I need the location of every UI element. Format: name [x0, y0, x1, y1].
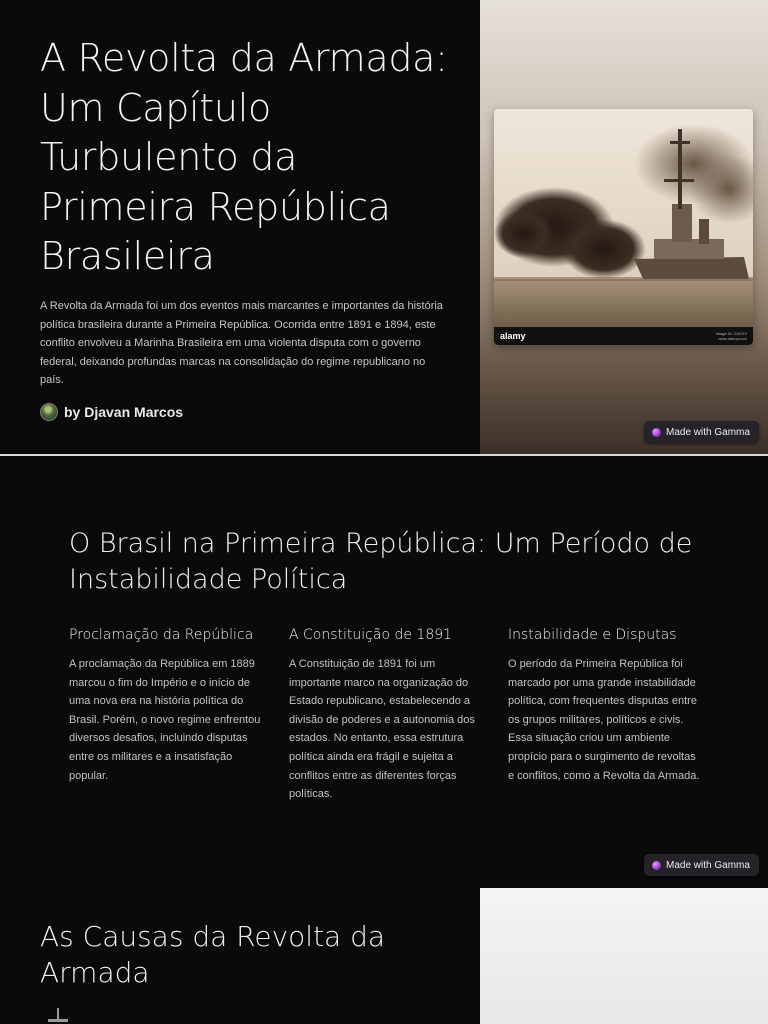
- battleship-illustration: [494, 109, 753, 327]
- column-text: O período da Primeira República foi marcado por uma grande instabilidade política, com frequentes disputas entre os grupos militares, políticos e civis. Essa situação criou um ambiente propício para o surgimento de revoltas e conflitos, como a Revolta da Armada.: [508, 658, 700, 782]
- made-with-gamma-badge[interactable]: [644, 421, 759, 443]
- made-with-gamma-badge[interactable]: [644, 854, 759, 876]
- anchor-icon: [44, 1008, 74, 1024]
- badge-label: Made with Gamma: [666, 426, 750, 438]
- slide-title: [0, 0, 768, 454]
- hero-image-panel: [480, 0, 768, 454]
- column-title: A Constituição de 1891: [289, 627, 453, 643]
- photo-watermark-bar: [494, 327, 753, 345]
- alamy-logo: alamy: [500, 331, 526, 341]
- author-name: by Djavan Marcos: [64, 404, 184, 420]
- causes-image-panel: [480, 888, 768, 1024]
- slide-title-heading: A Revolta da Armada: Um Capítulo Turbulento da Primeira República Brasileira: [40, 36, 448, 279]
- slide-context: [0, 456, 768, 886]
- column-text: A proclamação da República em 1889 marcou o fim do Império e o início de uma nova era na história política do Brasil. Porém, o novo regime enfrentou diversos desafios, incluindo disputas entre os militares e a insatisfação popular.: [69, 658, 261, 782]
- image-id-text: Image ID: 2AXXX: [715, 331, 747, 336]
- column-proclamacao: [69, 626, 265, 785]
- column-title: Proclamação da República: [69, 627, 254, 643]
- slide3-heading: As Causas da Revolta da Armada: [40, 920, 386, 989]
- gamma-logo-icon: [652, 428, 661, 437]
- intro-paragraph: A Revolta da Armada foi um dos eventos mais marcantes e importantes da história política brasileira durante a Primeira República. Ocorrida entre 1891 e 1894, este conflito envolveu a Marinha Brasileira em uma violenta disputa com o governo federal, deixando profundas marcas na consolidação do regime republicano no país.: [40, 300, 443, 387]
- column-instabilidade: [508, 626, 704, 785]
- slide2-heading: O Brasil na Primeira República: Um Período de Instabilidade Política: [69, 528, 693, 595]
- slide-causes: [0, 888, 768, 1024]
- column-constituicao: [289, 626, 485, 804]
- gamma-logo-icon: [652, 861, 661, 870]
- author-avatar: [40, 403, 58, 421]
- column-text: A Constituição de 1891 foi um importante marco na organização do Estado republicano, estabelecendo a divisão de poderes e a autonomia dos estados. No entanto, essa estrutura política ainda era frágil e sujeita a conflitos entre as diferentes forças políticas.: [289, 658, 475, 801]
- image-url-text: www.alamy.com: [718, 336, 747, 341]
- column-title: Instabilidade e Disputas: [508, 627, 677, 643]
- author-byline: [40, 402, 183, 422]
- badge-label: Made with Gamma: [666, 859, 750, 871]
- battleship-photo: [494, 109, 753, 345]
